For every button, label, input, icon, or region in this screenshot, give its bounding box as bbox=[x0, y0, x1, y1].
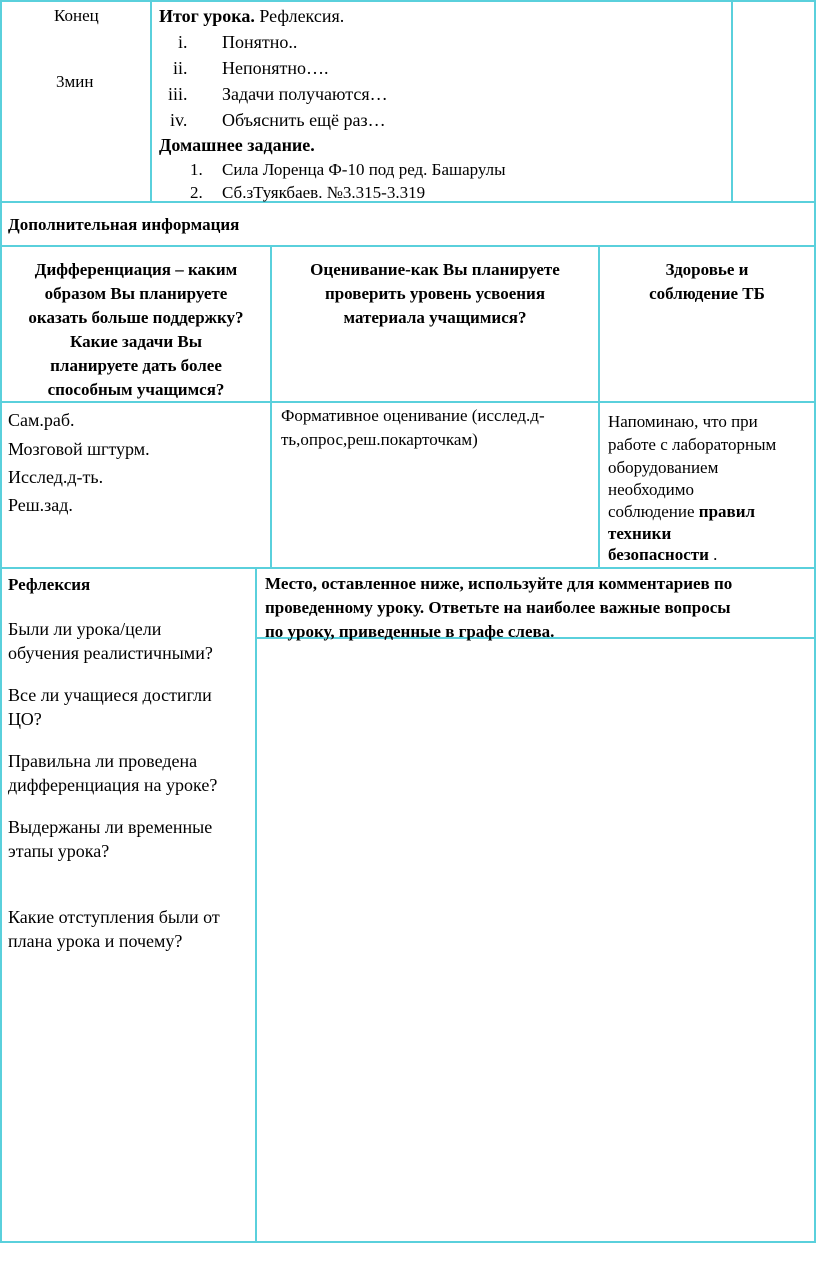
list-item-text: Сила Лоренца Ф-10 под ред. Башарулы bbox=[222, 160, 506, 179]
summary-title: Итог урока. bbox=[159, 6, 255, 26]
instruction-line: проведенному уроку. Ответьте на наиболее важные вопросы bbox=[265, 598, 731, 617]
list-item-text: Непонятно…. bbox=[222, 58, 329, 78]
list-item: Исслед.д-ть. bbox=[8, 467, 104, 487]
header-line: проверить уровень усвоения bbox=[324, 284, 546, 303]
reflection-question bbox=[8, 905, 220, 953]
assessment-line: Формативное оценивание (исслед.д- bbox=[281, 406, 545, 425]
list-item-text: Задачи получаются… bbox=[222, 84, 388, 104]
list-item: Мозговой шгтурм. bbox=[8, 439, 150, 459]
header-line: Дифференциация – каким bbox=[34, 260, 238, 279]
header-line: материала учащимися? bbox=[343, 308, 527, 327]
health-line bbox=[608, 543, 717, 567]
comment-area[interactable] bbox=[257, 639, 814, 1241]
question-line: Все ли учащиеся достигли bbox=[8, 685, 212, 705]
health-text: соблюдение bbox=[608, 502, 695, 521]
instruction-line: по уроку, приведенные в графе слева. bbox=[265, 622, 555, 641]
list-item: Сам.раб. bbox=[8, 410, 75, 430]
health-line: оборудованием bbox=[608, 458, 719, 477]
instruction-line: Место, оставленное ниже, используйте для комментариев по bbox=[265, 574, 733, 593]
question-line: Какие отступления были от bbox=[8, 907, 220, 927]
assessment-line: ть,опрос,реш.покарточкам) bbox=[281, 430, 478, 449]
reflection-question bbox=[8, 749, 217, 797]
reflection-question bbox=[8, 683, 212, 731]
additional-info-title: Дополнительная информация bbox=[8, 215, 240, 234]
header-line: образом Вы планируете bbox=[44, 284, 228, 303]
list-item-text: Понятно.. bbox=[222, 32, 298, 52]
list-item-number: iii. bbox=[168, 84, 188, 104]
list-item-text: Сб.зТуякбаев. №3.315-3.319 bbox=[222, 183, 426, 202]
reflection-question bbox=[8, 617, 213, 665]
list-item-number: ii. bbox=[173, 58, 188, 78]
assessment-header bbox=[272, 258, 598, 330]
reflection-title: Рефлексия bbox=[8, 575, 91, 594]
question-line: этапы урока? bbox=[8, 841, 110, 861]
health-line bbox=[608, 500, 755, 524]
header-line: Здоровье и bbox=[665, 260, 749, 279]
health-line: работе с лабораторным bbox=[608, 435, 777, 454]
header-line: соблюдение ТБ bbox=[649, 284, 765, 303]
question-line: Правильна ли проведена bbox=[8, 751, 198, 771]
health-bold-text: правил bbox=[698, 502, 756, 521]
reflection-question bbox=[8, 815, 212, 863]
header-line: оказать больше поддержку? bbox=[28, 308, 244, 327]
list-item: Реш.зад. bbox=[8, 495, 73, 515]
list-item-number: iv. bbox=[170, 110, 188, 130]
header-line: Какие задачи Вы bbox=[70, 332, 202, 351]
health-line: необходимо bbox=[608, 480, 695, 499]
homework-title: Домашнее задание. bbox=[159, 135, 315, 155]
health-bold-text: техники bbox=[608, 524, 672, 543]
differentiation-header bbox=[2, 258, 270, 402]
question-line: Выдержаны ли временные bbox=[8, 817, 213, 837]
health-header bbox=[600, 258, 814, 306]
list-item-number: 2. bbox=[190, 183, 203, 202]
comment-instruction bbox=[265, 572, 732, 644]
question-line: обучения реалистичными? bbox=[8, 643, 213, 663]
list-item-number: 1. bbox=[190, 160, 203, 179]
list-item-number: i. bbox=[178, 32, 188, 52]
stage-duration: 3мин bbox=[56, 72, 94, 91]
question-line: Были ли урока/цели bbox=[8, 619, 162, 639]
question-line: дифференциация на уроке? bbox=[8, 775, 218, 795]
health-text: . bbox=[708, 545, 718, 564]
health-line: Напоминаю, что при bbox=[608, 412, 758, 431]
health-bold-text: безопасности bbox=[608, 545, 709, 564]
question-line: плана урока и почему? bbox=[8, 931, 183, 951]
list-item-text: Объяснить ещё раз… bbox=[222, 110, 386, 130]
question-line: ЦО? bbox=[8, 709, 42, 729]
header-line: планируете дать более bbox=[50, 356, 222, 375]
header-line: Оценивание-как Вы планируете bbox=[310, 260, 560, 279]
stage-label: Конец bbox=[54, 6, 99, 25]
header-line: способным учащимся? bbox=[47, 380, 225, 399]
summary-rest: Рефлексия. bbox=[259, 6, 345, 26]
summary-heading bbox=[159, 4, 344, 28]
